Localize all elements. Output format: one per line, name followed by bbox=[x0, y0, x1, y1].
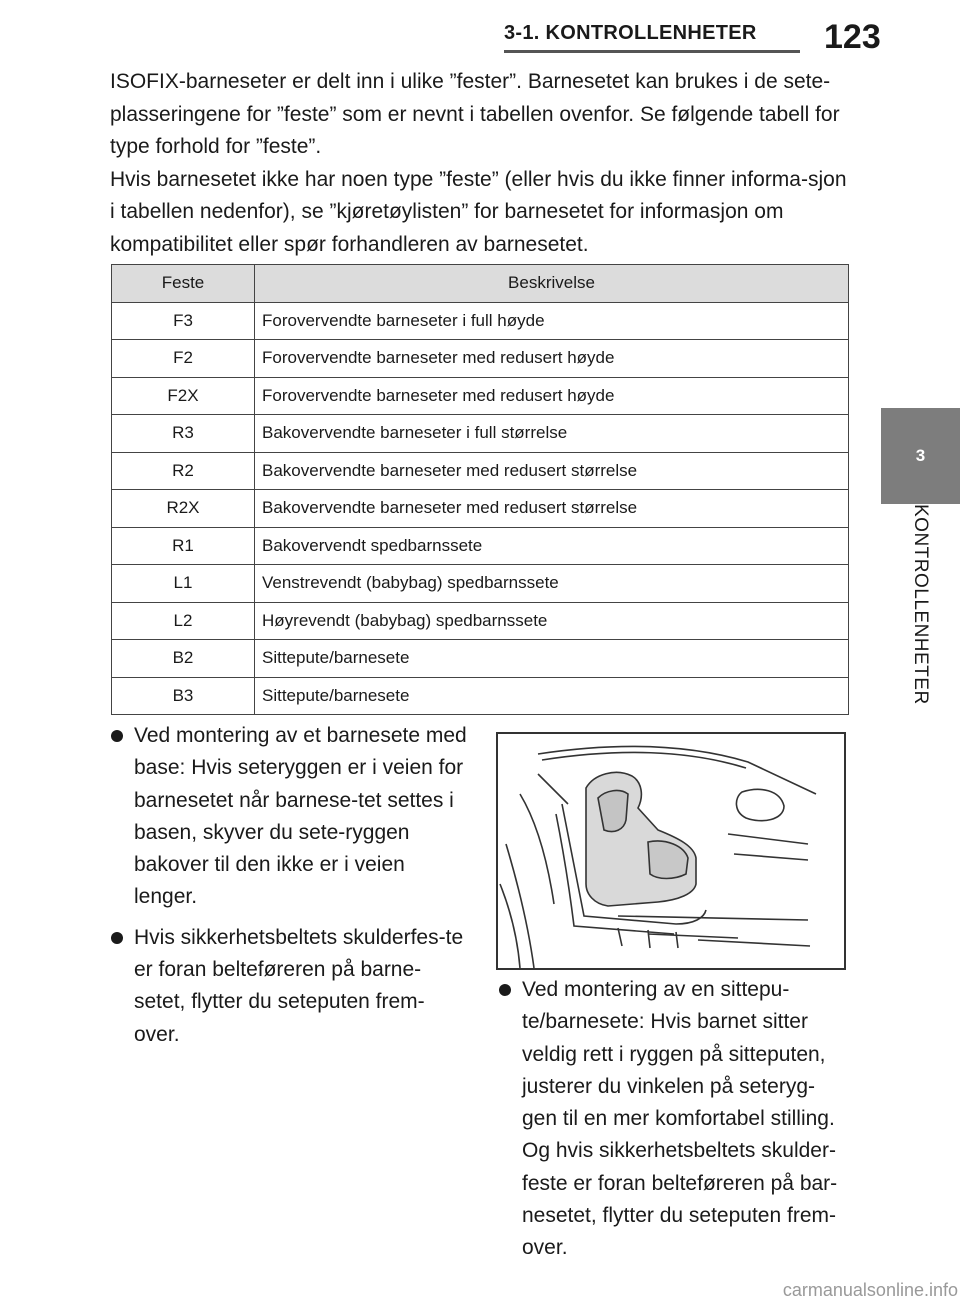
table-row bbox=[112, 415, 849, 453]
cell-desc: Forovervendte barneseter i full høyde bbox=[255, 302, 849, 340]
bullet-list-left bbox=[110, 720, 470, 1059]
child-seat-illustration bbox=[496, 732, 846, 970]
cell-desc: Bakovervendte barneseter med redusert størrelse bbox=[255, 452, 849, 490]
header-divider bbox=[504, 50, 800, 53]
intro-paragraph-2: Hvis barnesetet ikke har noen type ”feste” (eller hvis du ikke finner informa-sjon i tabellen nedenfor), se ”kjøretøylisten” for barnesetet for informasjon om kompatibilitet eller spør forhandleren av barnesetet. bbox=[110, 167, 847, 256]
chapter-number: 3 bbox=[915, 446, 926, 465]
table-row bbox=[112, 602, 849, 640]
table-row bbox=[112, 377, 849, 415]
cell-desc: Bakovervendte barneseter i full størrelse bbox=[255, 415, 849, 453]
cell-code: L2 bbox=[112, 602, 255, 640]
cell-desc: Forovervendte barneseter med redusert høyde bbox=[255, 340, 849, 378]
table-row bbox=[112, 640, 849, 678]
cell-code: R3 bbox=[112, 415, 255, 453]
cell-code: R2X bbox=[112, 490, 255, 528]
cell-code: F2X bbox=[112, 377, 255, 415]
page-number: 123 bbox=[824, 18, 881, 56]
table-row bbox=[112, 302, 849, 340]
cell-desc: Sittepute/barnesete bbox=[255, 640, 849, 678]
header-beskrivelse: Beskrivelse bbox=[255, 265, 849, 303]
intro-paragraph-1: ISOFIX-barneseter er delt inn i ulike ”fester”. Barnesetet kan brukes i de sete-plasseringene for ”feste” som er nevnt i tabellen ovenfor. Se følgende tabell for type forhold for ”feste”. bbox=[110, 70, 840, 158]
cell-desc: Sittepute/barnesete bbox=[255, 677, 849, 715]
cell-code: L1 bbox=[112, 565, 255, 603]
cell-code: F2 bbox=[112, 340, 255, 378]
table-row bbox=[112, 452, 849, 490]
cell-code: F3 bbox=[112, 302, 255, 340]
cell-desc: Bakovervendte barneseter med redusert størrelse bbox=[255, 490, 849, 528]
child-seat-drawing bbox=[498, 734, 844, 968]
header-feste: Feste bbox=[112, 265, 255, 303]
cell-desc: Venstrevendt (babybag) spedbarnssete bbox=[255, 565, 849, 603]
chapter-side-label bbox=[880, 504, 960, 724]
chapter-tab bbox=[881, 408, 960, 504]
bullet-item: Ved montering av en sittepu-te/barnesete: Hvis barnet sitter veldig rett i ryggen på sitteputen, justerer du vinkelen på seteryg-gen til en mer komfortabel stilling. Og hvis sikkerhetsbeltets skulder-feste er foran belteføreren på bar-nesetet, flytter du seteputen frem-over. bbox=[498, 974, 848, 1265]
bullet-item: Hvis sikkerhetsbeltets skulderfes-te er foran belteføreren på barne-setet, flytter du seteputen frem-over. bbox=[110, 922, 470, 1051]
intro-text bbox=[110, 66, 850, 261]
table-row bbox=[112, 490, 849, 528]
table-header-row bbox=[112, 265, 849, 303]
watermark: carmanualsonline.info bbox=[782, 1280, 958, 1300]
section-title: 3-1. KONTROLLENHETER bbox=[504, 22, 757, 44]
cell-desc: Forovervendte barneseter med redusert høyde bbox=[255, 377, 849, 415]
feste-table bbox=[111, 264, 849, 715]
table-row bbox=[112, 527, 849, 565]
chapter-label-text: KONTROLLENHETER bbox=[910, 504, 931, 705]
cell-desc: Høyrevendt (babybag) spedbarnssete bbox=[255, 602, 849, 640]
cell-desc: Bakovervendt spedbarnssete bbox=[255, 527, 849, 565]
table-row bbox=[112, 565, 849, 603]
cell-code: R1 bbox=[112, 527, 255, 565]
bullet-item: Ved montering av et barnesete med base: Hvis seteryggen er i veien for barnesetet når barnese-tet settes i basen, skyver du sete-ryggen bakover til den ikke er i veien lenger. bbox=[110, 720, 470, 914]
bullet-list-right bbox=[498, 974, 848, 1273]
cell-code: B3 bbox=[112, 677, 255, 715]
table-row bbox=[112, 340, 849, 378]
cell-code: B2 bbox=[112, 640, 255, 678]
cell-code: R2 bbox=[112, 452, 255, 490]
table-row bbox=[112, 677, 849, 715]
